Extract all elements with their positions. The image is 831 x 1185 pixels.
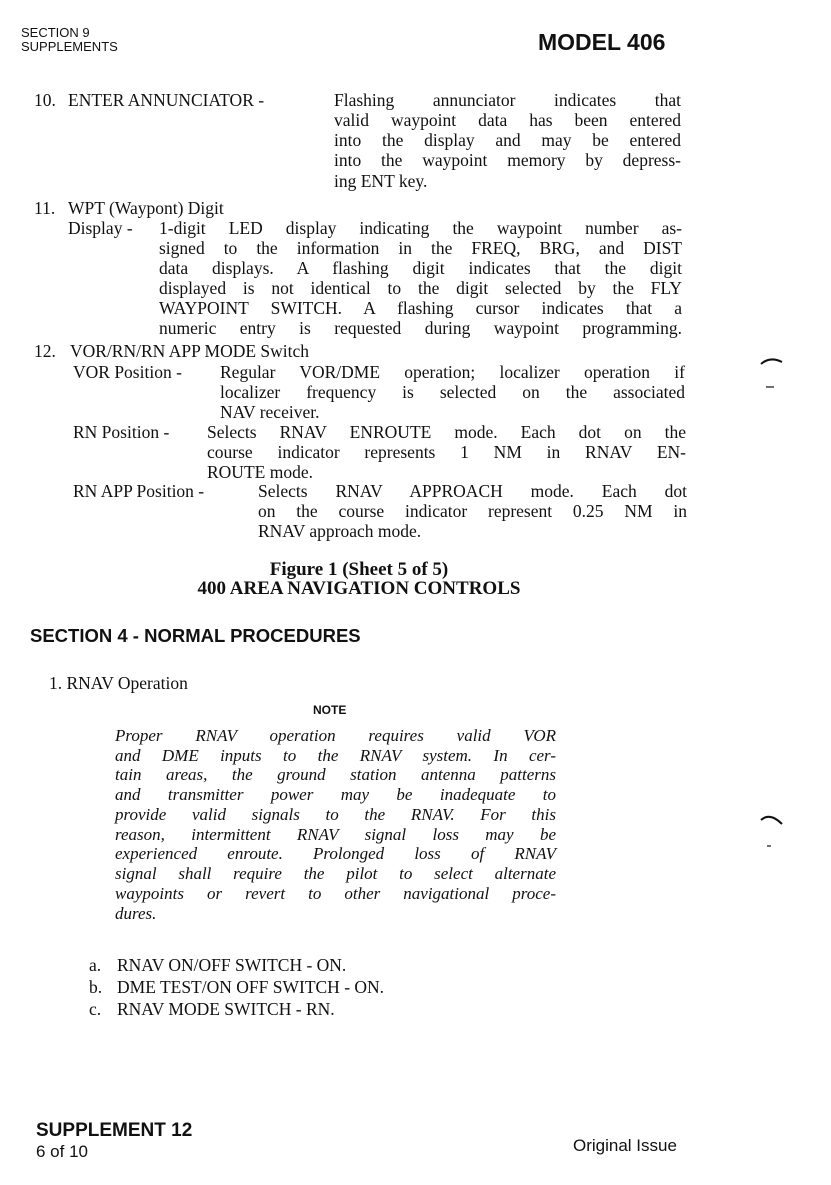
rn-position-label: RN Position -: [73, 422, 170, 442]
vor-position-line: Regular VOR/DME operation; localizer operation if: [220, 362, 685, 382]
rn-app-position-line: on the course indicator represent 0.25 NM in: [258, 501, 687, 521]
rn-app-position-line: RNAV approach mode.: [258, 521, 422, 541]
step-letter: c.: [89, 999, 102, 1019]
item-11-line: displayed is not identical to the digit selected by the FLY: [159, 278, 682, 298]
item-10-line: into the display and may be entered: [334, 130, 681, 150]
supplement-label: SUPPLEMENT 12: [36, 1120, 193, 1141]
item-12-number: 12.: [34, 341, 56, 361]
vor-position-label: VOR Position -: [73, 362, 182, 382]
supplements-label: SUPPLEMENTS: [21, 39, 118, 54]
item-10-label: ENTER ANNUNCIATOR -: [68, 90, 265, 110]
note-label: NOTE: [313, 703, 347, 717]
step-text: RNAV MODE SWITCH - RN.: [117, 999, 335, 1019]
section-label: SECTION 9: [21, 25, 90, 40]
procedure-item: 1. RNAV Operation: [49, 673, 188, 693]
step-letter: a.: [89, 955, 102, 975]
note-line: Proper RNAV operation requires valid VOR: [115, 726, 556, 745]
note-line: tain areas, the ground station antenna patterns: [115, 765, 556, 784]
margin-change-mark: [758, 352, 788, 396]
figure-caption: Figure 1 (Sheet 5 of 5): [269, 559, 449, 580]
page-number: 6 of 10: [36, 1142, 88, 1161]
note-line: and transmitter power may be inadequate to: [115, 785, 556, 804]
item-10-line: Flashing annunciator indicates that: [334, 90, 681, 110]
item-10-line: into the waypoint memory by depress-: [334, 150, 681, 170]
vor-position-line: NAV receiver.: [220, 402, 320, 422]
item-11-label: Display -: [68, 218, 133, 238]
step-letter: b.: [89, 977, 103, 997]
section-heading: SECTION 4 - NORMAL PROCEDURES: [30, 625, 361, 646]
vor-position-line: localizer frequency is selected on the associated: [220, 382, 685, 402]
note-line: signal shall require the pilot to select alternate: [115, 864, 556, 883]
item-11-line: 1-digit LED display indicating the waypoint number as-: [159, 218, 682, 238]
rn-app-position-line: Selects RNAV APPROACH mode. Each dot: [258, 481, 687, 501]
item-10-line: valid waypoint data has been entered: [334, 110, 681, 130]
item-11-line: signed to the information in the FREQ, BRG, and DIST: [159, 238, 682, 258]
item-11-number: 11.: [34, 198, 56, 218]
item-10-line: ing ENT key.: [334, 171, 428, 191]
item-10-number: 10.: [34, 90, 56, 110]
rn-position-line: ROUTE mode.: [207, 462, 313, 482]
note-line: experienced enroute. Prolonged loss of RNAV: [115, 844, 556, 863]
step-text: DME TEST/ON OFF SWITCH - ON.: [117, 977, 385, 997]
step-text: RNAV ON/OFF SWITCH - ON.: [117, 955, 347, 975]
margin-change-mark: [758, 808, 788, 852]
item-12-title: VOR/RN/RN APP MODE Switch: [70, 341, 310, 361]
rn-position-line: course indicator represents 1 NM in RNAV EN-: [207, 442, 686, 462]
item-11-line: WAYPOINT SWITCH. A flashing cursor indicates that a: [159, 298, 682, 318]
note-line: dures.: [115, 904, 157, 923]
note-line: provide valid signals to the RNAV. For this: [115, 805, 556, 824]
rn-position-line: Selects RNAV ENROUTE mode. Each dot on the: [207, 422, 686, 442]
item-11-title: WPT (Waypont) Digit: [68, 198, 224, 218]
issue-label: Original Issue: [573, 1136, 677, 1155]
note-line: and DME inputs to the RNAV system. In cer-: [115, 746, 556, 765]
model-title: MODEL 406: [538, 29, 666, 55]
item-11-line: numeric entry is requested during waypoint programming.: [159, 318, 682, 338]
note-line: reason, intermittent RNAV signal loss may be: [115, 825, 556, 844]
item-11-line: data displays. A flashing digit indicates that the digit: [159, 258, 682, 278]
rn-app-position-label: RN APP Position -: [73, 481, 205, 501]
figure-title: 400 AREA NAVIGATION CONTROLS: [197, 578, 521, 599]
note-line: waypoints or revert to other navigational proce-: [115, 884, 556, 903]
